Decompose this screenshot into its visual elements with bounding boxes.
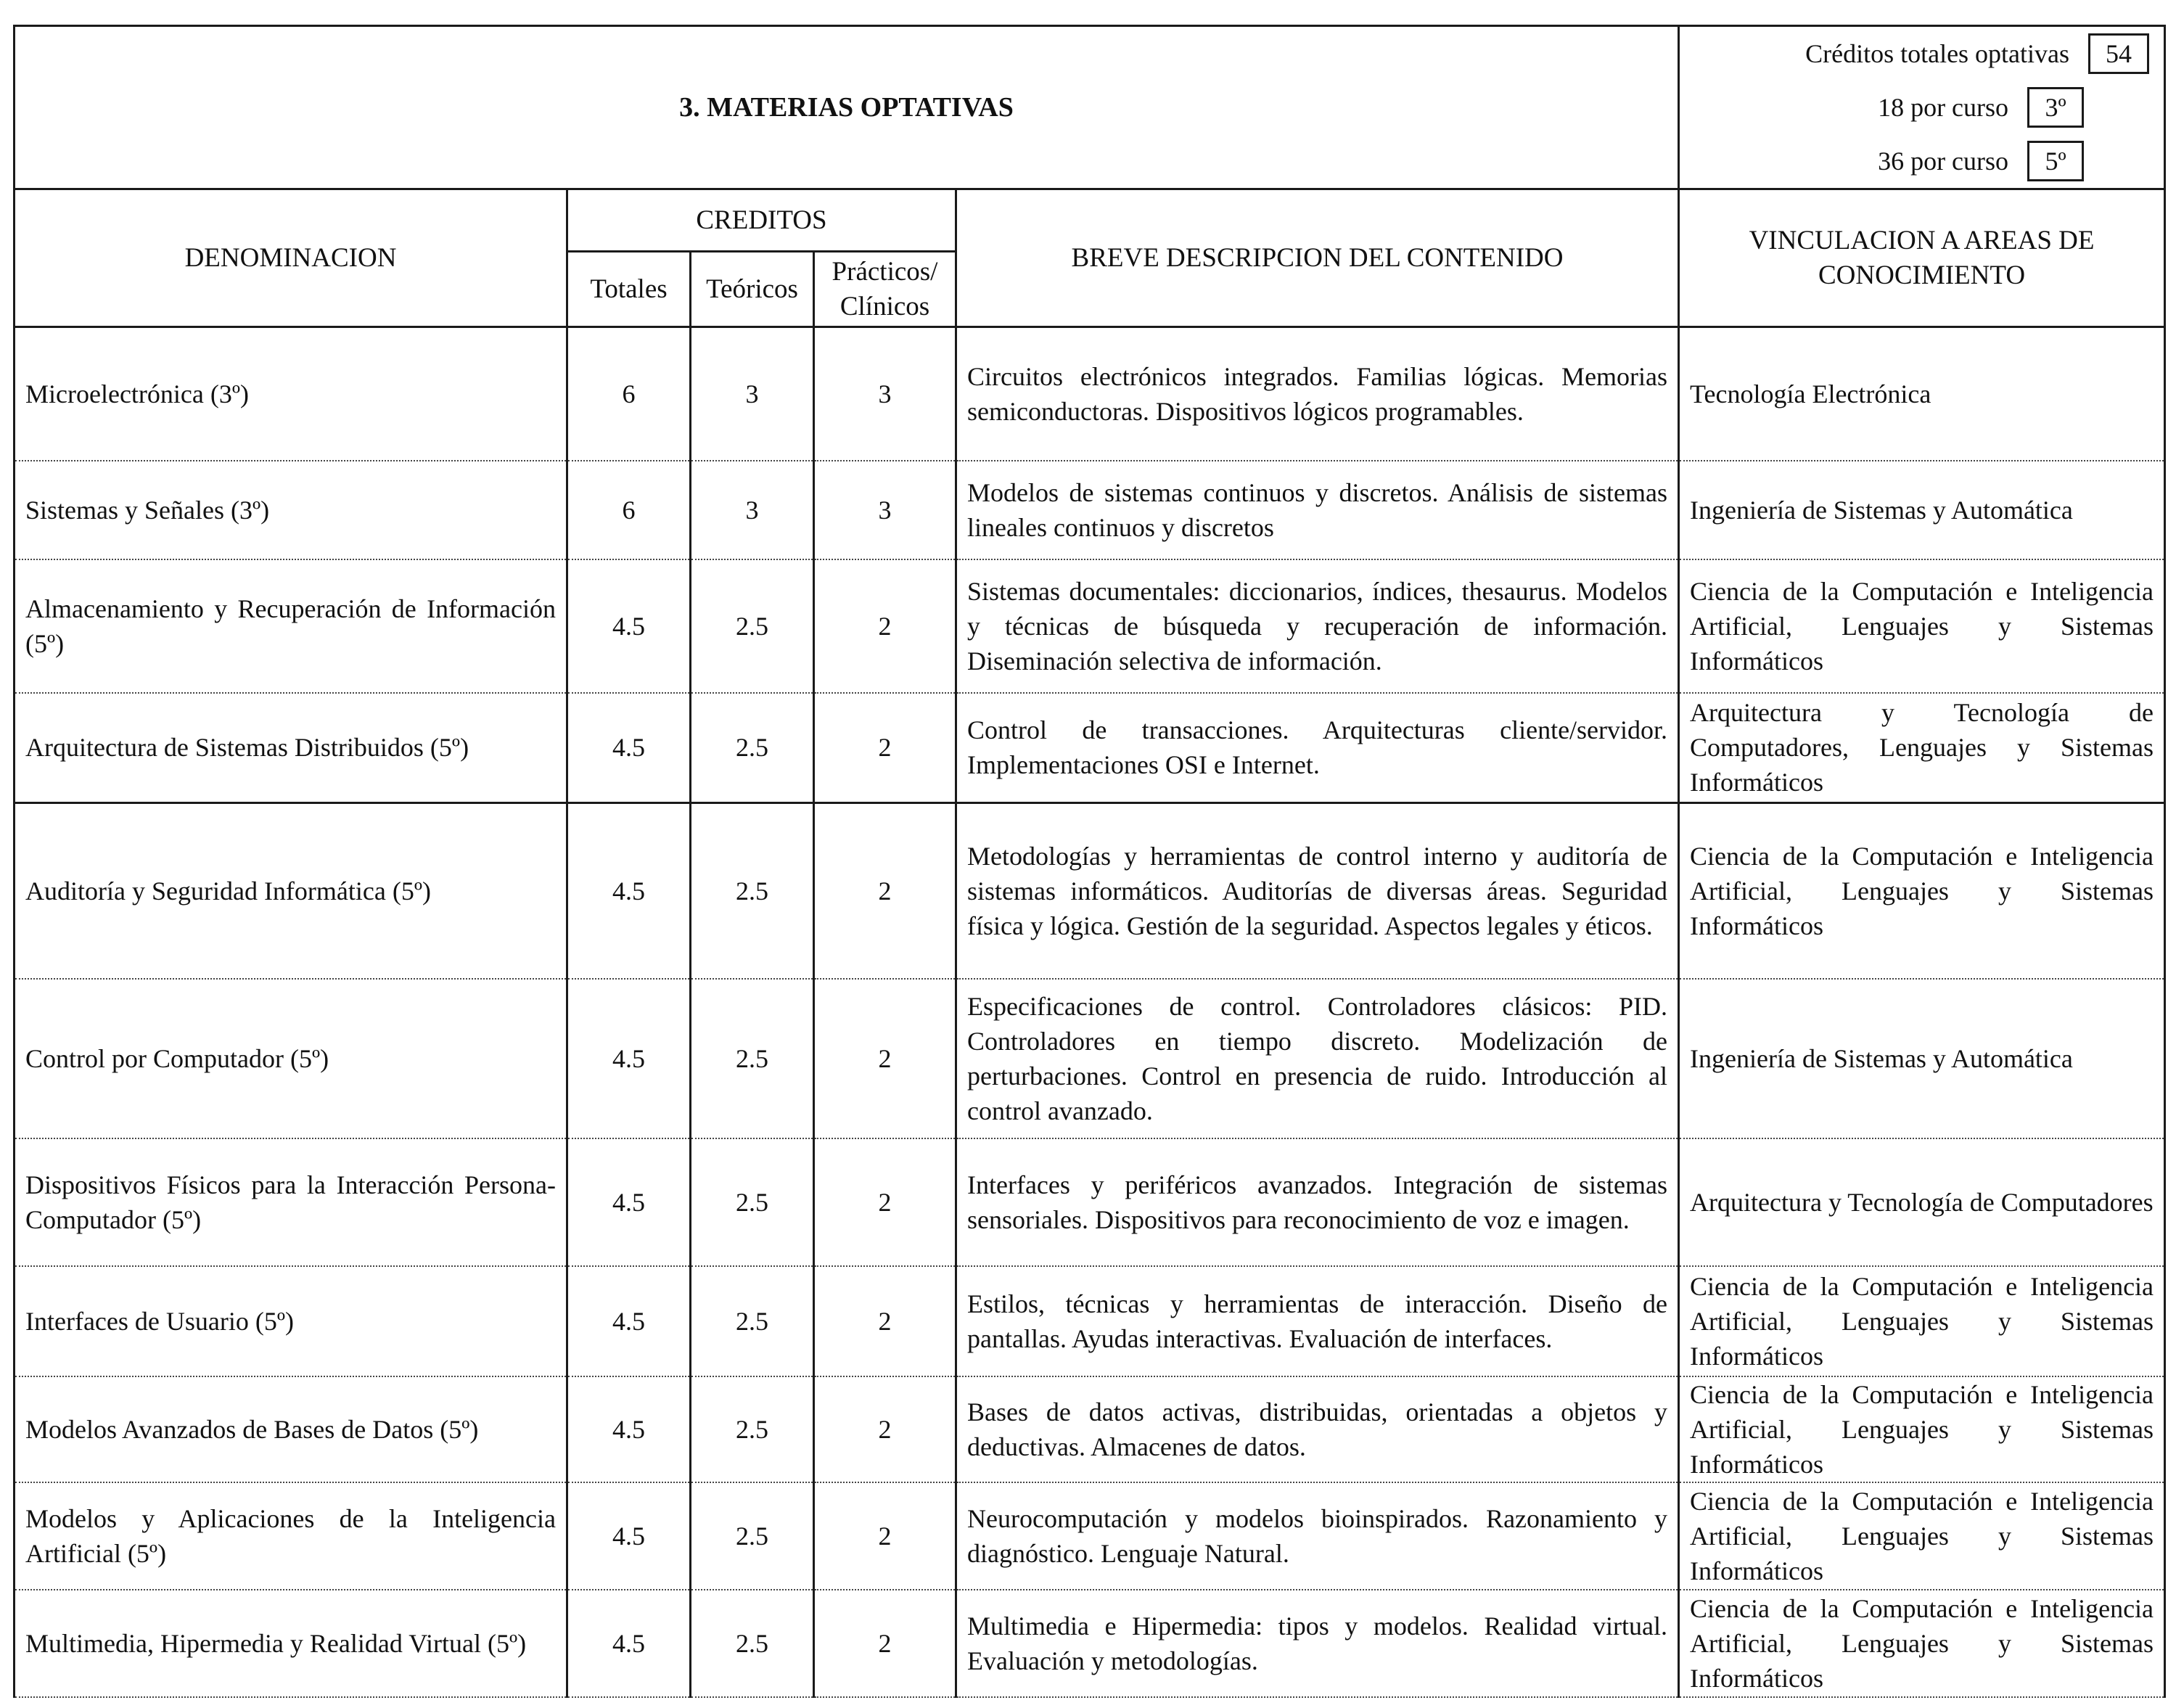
credits-teoricos: 3 xyxy=(691,327,814,461)
subject-name: Dispositivos Físicos para la Interacción Persona-Computador (5º) xyxy=(15,1138,567,1266)
table-row xyxy=(15,1376,2165,1482)
credits-teoricos: 3 xyxy=(691,461,814,559)
subject-description: Especificaciones de control. Controladores clásicos: PID. Controladores en tiempo discreto. Modelización de perturbaciones. Control en presencia de ruido. Introducción al control avanzado. xyxy=(956,979,1679,1138)
subject-name: Arquitectura de Sistemas Distribuidos (5º) xyxy=(15,693,567,803)
credits-practicos: 2 xyxy=(814,1376,956,1482)
subject-description: Circuitos electrónicos integrados. Familias lógicas. Memorias semiconductoras. Dispositivos lógicos programables. xyxy=(956,327,1679,461)
credits-teoricos: 2.5 xyxy=(691,803,814,979)
subject-name: Microelectrónica (3º) xyxy=(15,327,567,461)
col-teoricos: Teóricos xyxy=(691,252,814,327)
per-course-2-label: 36 por curso xyxy=(1878,147,2009,176)
credits-teoricos: 2.5 xyxy=(691,1482,814,1590)
credits-practicos: 3 xyxy=(814,327,956,461)
subject-description: Neurocomputación y modelos bioinspirados. Razonamiento y diagnóstico. Lenguaje Natural. xyxy=(956,1482,1679,1590)
per-course-2-value: 5º xyxy=(2027,141,2084,181)
subject-description: Control de transacciones. Arquitecturas cliente/servidor. Implementaciones OSI e Internet. xyxy=(956,693,1679,803)
credits-teoricos: 2.5 xyxy=(691,1138,814,1266)
subject-name: Modelos y Aplicaciones de la Inteligencia Artificial (5º) xyxy=(15,1482,567,1590)
subject-description: Multimedia e Hipermedia: tipos y modelos. Realidad virtual. Evaluación y metodologías. xyxy=(956,1590,1679,1697)
credits-teoricos: 2.5 xyxy=(691,979,814,1138)
credits-teoricos: 2.5 xyxy=(691,693,814,803)
subject-name: Multimedia, Hipermedia y Realidad Virtual (5º) xyxy=(15,1590,567,1697)
knowledge-area: Ciencia de la Computación e Inteligencia Artificial, Lenguajes y Sistemas Informáticos xyxy=(1679,559,2165,693)
credits-total-label: Créditos totales optativas xyxy=(1805,39,2070,68)
credits-totales: 4.5 xyxy=(567,1266,691,1376)
knowledge-area: Arquitectura y Tecnología de Computadores, Lenguajes y Sistemas Informáticos xyxy=(1679,693,2165,803)
table-row xyxy=(15,1482,2165,1590)
credits-practicos: 2 xyxy=(814,979,956,1138)
credits-totales: 4.5 xyxy=(567,979,691,1138)
column-header-row-1 xyxy=(15,189,2165,252)
subject-description: Estilos, técnicas y herramientas de interacción. Diseño de pantallas. Ayudas interactivas. Evaluación de interfaces. xyxy=(956,1266,1679,1376)
credits-practicos: 2 xyxy=(814,1590,956,1697)
knowledge-area: Ingeniería de Sistemas y Automática xyxy=(1679,979,2165,1138)
credits-total-value: 54 xyxy=(2088,33,2149,74)
table-row xyxy=(15,803,2165,979)
credits-practicos: 2 xyxy=(814,559,956,693)
credits-totales: 4.5 xyxy=(567,693,691,803)
col-vinculacion: VINCULACION A AREAS DE CONOCIMIENTO xyxy=(1679,189,2165,327)
col-totales: Totales xyxy=(567,252,691,327)
subject-description: Interfaces y periféricos avanzados. Integración de sistemas sensoriales. Dispositivos para reconocimiento de voz e imagen. xyxy=(956,1138,1679,1266)
knowledge-area: Ingeniería de Sistemas y Automática xyxy=(1679,461,2165,559)
table-row xyxy=(15,979,2165,1138)
credits-practicos: 2 xyxy=(814,1482,956,1590)
table-row xyxy=(15,461,2165,559)
subject-description: Bases de datos activas, distribuidas, orientadas a objetos y deductivas. Almacenes de datos. xyxy=(956,1376,1679,1482)
table-row xyxy=(15,559,2165,693)
credits-totales: 4.5 xyxy=(567,1376,691,1482)
col-denominacion: DENOMINACION xyxy=(15,189,567,327)
knowledge-area: Ciencia de la Computación e Inteligencia Artificial, Lenguajes y Sistemas Informáticos xyxy=(1679,1266,2165,1376)
subject-rows xyxy=(15,327,2165,1697)
credits-teoricos: 2.5 xyxy=(691,1266,814,1376)
per-course-1-line xyxy=(1694,81,2084,134)
col-practicos: Prácticos/ Clínicos xyxy=(814,252,956,327)
subject-description: Metodologías y herramientas de control interno y auditoría de sistemas informáticos. Auditorías de diversas áreas. Seguridad física y lógica. Gestión de la seguridad. Aspectos legales y éticos. xyxy=(956,803,1679,979)
subject-name: Sistemas y Señales (3º) xyxy=(15,461,567,559)
credits-summary xyxy=(1679,26,2165,189)
subject-name: Modelos Avanzados de Bases de Datos (5º) xyxy=(15,1376,567,1482)
credits-totales: 6 xyxy=(567,327,691,461)
per-course-1-value: 3º xyxy=(2027,87,2084,128)
credits-totales: 4.5 xyxy=(567,559,691,693)
credits-totales: 4.5 xyxy=(567,1138,691,1266)
knowledge-area: Arquitectura y Tecnología de Computadores xyxy=(1679,1138,2165,1266)
knowledge-area: Ciencia de la Computación e Inteligencia Artificial, Lenguajes y Sistemas Informáticos xyxy=(1679,1482,2165,1590)
per-course-1-label: 18 por curso xyxy=(1878,93,2009,122)
credits-practicos: 2 xyxy=(814,1266,956,1376)
section-title: 3. MATERIAS OPTATIVAS xyxy=(15,26,1679,189)
subject-description: Sistemas documentales: diccionarios, índices, thesaurus. Modelos y técnicas de búsqueda y recuperación de información. Diseminación selectiva de información. xyxy=(956,559,1679,693)
subject-name: Control por Computador (5º) xyxy=(15,979,567,1138)
credits-teoricos: 2.5 xyxy=(691,1376,814,1482)
knowledge-area: Tecnología Electrónica xyxy=(1679,327,2165,461)
optional-subjects-table xyxy=(13,25,2166,1698)
credits-totales: 4.5 xyxy=(567,1482,691,1590)
subject-name: Auditoría y Seguridad Informática (5º) xyxy=(15,803,567,979)
credits-practicos: 2 xyxy=(814,1138,956,1266)
col-descripcion: BREVE DESCRIPCION DEL CONTENIDO xyxy=(956,189,1679,327)
knowledge-area: Ciencia de la Computación e Inteligencia Artificial, Lenguajes y Sistemas Informáticos xyxy=(1679,1376,2165,1482)
subject-description: Modelos de sistemas continuos y discretos. Análisis de sistemas lineales continuos y discretos xyxy=(956,461,1679,559)
per-course-2-line xyxy=(1694,134,2084,188)
credits-totales: 4.5 xyxy=(567,1590,691,1697)
credits-totales: 4.5 xyxy=(567,803,691,979)
credits-practicos: 2 xyxy=(814,803,956,979)
credits-total-line xyxy=(1694,27,2149,81)
subject-name: Almacenamiento y Recuperación de Información (5º) xyxy=(15,559,567,693)
knowledge-area: Ciencia de la Computación e Inteligencia Artificial, Lenguajes y Sistemas Informáticos xyxy=(1679,803,2165,979)
subject-name: Interfaces de Usuario (5º) xyxy=(15,1266,567,1376)
table-row xyxy=(15,1266,2165,1376)
credits-teoricos: 2.5 xyxy=(691,1590,814,1697)
title-row xyxy=(15,26,2165,189)
credits-practicos: 2 xyxy=(814,693,956,803)
credits-totales: 6 xyxy=(567,461,691,559)
credits-teoricos: 2.5 xyxy=(691,559,814,693)
col-creditos: CREDITOS xyxy=(567,189,956,252)
credits-practicos: 3 xyxy=(814,461,956,559)
knowledge-area: Ciencia de la Computación e Inteligencia Artificial, Lenguajes y Sistemas Informáticos xyxy=(1679,1590,2165,1697)
table-row xyxy=(15,1590,2165,1697)
optional-subjects-document xyxy=(13,25,2164,1698)
table-row xyxy=(15,693,2165,803)
table-row xyxy=(15,1138,2165,1266)
table-row xyxy=(15,327,2165,461)
